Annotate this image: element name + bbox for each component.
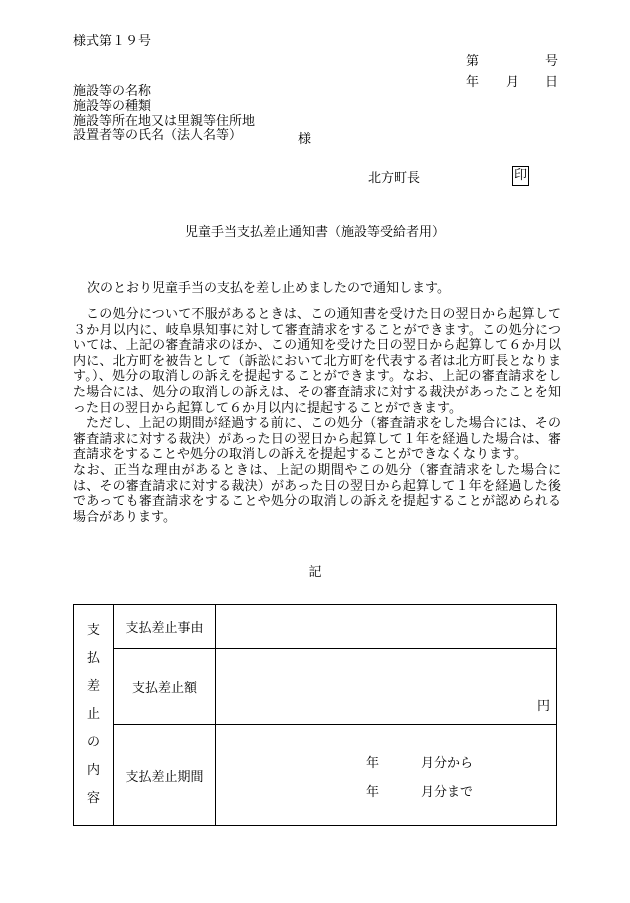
amount-value-field[interactable] <box>216 649 557 725</box>
reason-label: 支払差止事由 <box>114 605 216 649</box>
period-from-month: 月分から <box>421 756 474 771</box>
amount-label: 支払差止額 <box>114 649 216 725</box>
form-number: 様式第１９号 <box>73 34 152 49</box>
side-char: 払 <box>86 651 100 666</box>
side-char: 支 <box>86 623 100 638</box>
addressee-facility-name: 施設等の名称 <box>73 84 152 99</box>
table-row-period <box>74 725 557 826</box>
document-title: 児童手当支払差止通知書（施設等受給者用） <box>184 225 445 240</box>
side-char: 差 <box>86 679 100 694</box>
addressee-facility-type: 施設等の種類 <box>73 99 152 114</box>
addressee-address: 施設等所在地又は里親等住所地 <box>73 114 256 129</box>
table-row-amount <box>74 649 557 725</box>
body-paragraph-appeal: この処分について不服があるときは、この通知書を受けた日の翌日から起算して３か月以内に、岐阜県知事に対して審査請求をすることができます。この処分については、上記の審査請求のほか、この通知を受けた日の翌日から起算して６か月以内に、北方町を被告として（訴訟において北方町を代表する者は北方町長となります。）、処分の取消しの訴えを提起することができます。なお、上記の審査請求をした場合には、処分の取消しの訴えは、その審査請求に対する裁決があったことを知った日の翌日から起算して６か月以内に提起することができます。 <box>73 307 561 416</box>
period-value-field[interactable] <box>216 725 557 826</box>
yen-unit: 円 <box>536 699 550 714</box>
detail-table <box>73 604 557 826</box>
addressee-owner-name: 設置者等の氏名（法人名等） <box>73 128 243 143</box>
document-number-suffix: 号 <box>545 54 559 69</box>
side-char: 容 <box>86 791 100 806</box>
intro-sentence: 次のとおり児童手当の支払を差し止めましたので通知します。 <box>87 281 450 296</box>
ki-heading: 記 <box>308 565 322 580</box>
document-number-prefix: 第 <box>466 54 480 69</box>
seal-mark: 印 <box>512 166 529 186</box>
body-text <box>73 307 561 525</box>
period-to-year: 年 <box>366 785 380 800</box>
date-day-label: 日 <box>545 75 559 90</box>
table-row-reason <box>74 605 557 649</box>
issuer-name: 北方町長 <box>368 171 421 186</box>
period-from-year: 年 <box>366 756 380 771</box>
addressee-honorific: 様 <box>298 132 312 147</box>
side-char: 内 <box>86 763 100 778</box>
side-char: 止 <box>86 707 100 722</box>
reason-value-field[interactable] <box>216 605 557 649</box>
body-paragraph-exception: なお、正当な理由があるときは、上記の期間やこの処分（審査請求をした場合には、その審査請求に対する裁決）があった日の翌日から起算して１年を経過した後であっても審査請求をすることや処分の取消しの訴えを提起することが認められる場合があります。 <box>73 462 561 525</box>
period-to-month: 月分まで <box>421 785 474 800</box>
side-heading <box>74 605 114 826</box>
period-label: 支払差止期間 <box>114 725 216 826</box>
body-paragraph-proviso: ただし、上記の期間が経過する前に、この処分（審査請求をした場合には、その審査請求に対する裁決）があった日の翌日から起算して１年を経過した場合は、審査請求をすることや処分の取消しの訴えを提起することができなくなります。 <box>73 416 561 463</box>
date-year-label: 年 <box>466 75 480 90</box>
date-month-label: 月 <box>506 75 520 90</box>
side-char: の <box>86 735 100 750</box>
